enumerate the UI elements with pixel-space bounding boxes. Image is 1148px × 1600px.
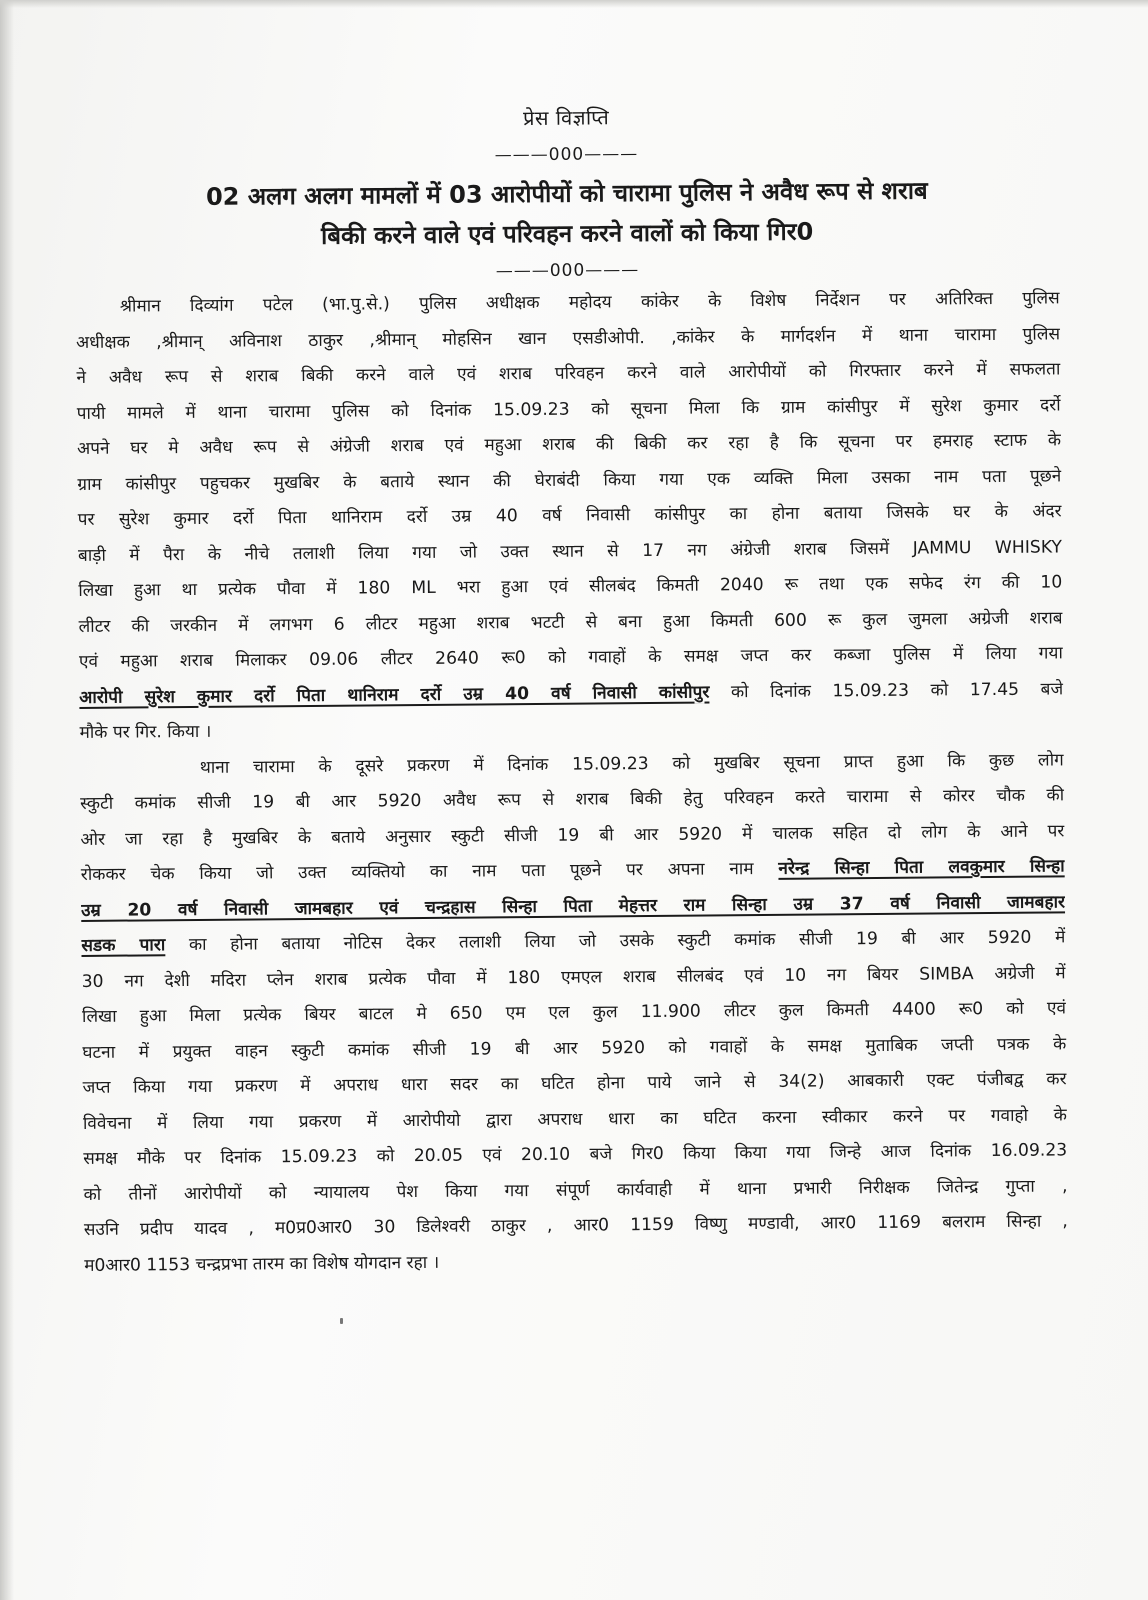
accused-name-case-2a: नरेन्द्र सिन्हा पिता लवकुमार सिन्हा <box>778 856 1065 879</box>
para1-last-line: मौके पर गिर. किया । <box>79 721 212 743</box>
para2-line: को तीनों आरोपीयों को न्यायालय पेश किया गया संपूर्ण कार्यवाही में थाना प्रभारी निरीक्षक जितेन्द्र गुप्ता , <box>83 1175 1068 1205</box>
para2-last-line: म0आर0 1153 चन्द्रप्रभा तारम का विशेष योगदान रहा । <box>84 1252 440 1276</box>
para2-line: विवेचना में लिया गया प्रकरण में आरोपीयो द्वारा अपराध धारा का घटित करना स्वीकार करने पर गवाहो के <box>82 1104 1067 1134</box>
separator-bottom: ———000——— <box>495 260 640 282</box>
para1-line: लीटर की जरकीन में लगभग 6 लीटर महुआ शराब भटटी से बना हुआ किमती 600 रू कुल जुमला अग्रेजी शराब <box>78 607 1063 637</box>
paragraph-case-2 <box>80 743 1069 1284</box>
headline <box>75 169 1060 258</box>
para2-line4-text: रोककर चेक किया जो उक्त व्यक्तियो का नाम पता पूछने पर अपना नाम <box>80 858 779 885</box>
para1-line: पर सुरेश कुमार दर्रो पिता थानिराम दर्रो उम्र 40 वर्ष निवासी कांसीपुर का होना बताया जिसके घर के अंदर <box>77 501 1062 530</box>
press-release-caption: प्रेस विज्ञप्ति <box>523 105 610 131</box>
para1-line: लिखा हुआ था प्रत्येक पौवा में 180 ML भरा हुआ एवं सीलबंद किमती 2040 रू तथा एक सफेद रंग की 10 <box>78 572 1063 601</box>
separator-top: ———000——— <box>494 144 639 166</box>
paragraph-case-1 <box>76 281 1064 751</box>
para2-line: लिखा हुआ मिला प्रत्येक बियर बाटल मे 650 एम एल कुल 11.900 लीटर कुल किमती 4400 रू0 को एवं <box>81 998 1067 1027</box>
press-release <box>74 91 1068 1284</box>
para2-line: घटना में प्रयुक्त वाहन स्कुटी कमांक सीजी 19 बी आर 5920 को गवाहों के समक्ष मुताबिक जप्ती पत्रक के <box>82 1033 1067 1063</box>
paper-speck <box>340 1318 343 1324</box>
para2-line6-text: का होना बताया नोटिस देकर तलाशी लिया जो उसके स्कुटी कमांक सीजी 19 बी आर 5920 में <box>165 927 1066 956</box>
accused-name-case-1: आरोपी सुरेश कुमार दर्रो पिता थानिराम दर्रो उम्र 40 वर्ष निवासी कांसीपुर <box>79 681 710 708</box>
headline-line-1: 02 अलग अलग मामलों में 03 आरोपीयों को चारामा पुलिस ने अवैध रूप से शराब <box>205 176 928 211</box>
para1-line: एवं महुआ शराब मिलाकर 09.06 लीटर 2640 रू0 को गवाहों के समक्ष जप्त कर कब्जा पुलिस में लिया गया <box>78 643 1063 672</box>
accused-name-case-2b: उम्र 20 वर्ष निवासी जामबहार एवं चन्द्रहास सिन्हा पिता मेहत्तर राम सिन्हा उम्र 37 वर्ष निवासी जामबहार <box>80 891 1066 921</box>
para1-line: अपने घर मे अवैध रूप से अंग्रेजी शराब एवं महुआ शराब की बिकी कर रहा है कि सूचना पर हमराह स्टाफ के <box>76 430 1062 459</box>
para2-line: जप्त किया गया प्रकरण में अपराध धारा सदर का घटित होना पाये जाने से 34(2) आबकारी एक्ट पंजीबद्व कर <box>82 1069 1067 1098</box>
headline-line-2: बिकी करने वाले एवं परिवहन करने वालों को किया गिर0 <box>320 217 814 250</box>
para2-line: स्कुटी कमांक सीजी 19 बी आर 5920 अवैध रूप से शराब बिकी हेतु परिवहन करते चारामा से कोरर चौक की <box>80 785 1065 814</box>
para2-line: ओर जा रहा है मुखबिर के बताये अनुसार स्कुटी सीजी 19 बी आर 5920 में चालक सहित दो लोग के आने पर <box>80 820 1065 850</box>
para1-line: अधीक्षक ,श्रीमान् अविनाश ठाकुर ,श्रीमान् मोहसिन खान एसडीओपी. ,कांकेर के मार्गदर्शन में थाना चारामा पुलिस <box>76 323 1061 353</box>
para1-line: बाड़ी में पैरा के नीचे तलाशी लिया गया जो उक्त स्थान से 17 नग अंग्रेजी शराब जिसमें JAMMU WHISKY <box>77 536 1063 566</box>
para2-line: सउनि प्रदीप यादव , म0प्र0आर0 30 डिलेश्वरी ठाकुर , आर0 1159 विष्णु मण्डावी, आर0 1169 बलराम सिन्हा , <box>83 1211 1068 1240</box>
para2-line: समक्ष मौके पर दिनांक 15.09.23 को 20.05 एवं 20.10 बजे गिर0 किया किया गया जिन्हे आज दिनांक 16.09.23 <box>83 1140 1068 1169</box>
page-top-shadow <box>0 0 1148 8</box>
para2-line: 30 नग देशी मदिरा प्लेन शराब प्रत्येक पौवा में 180 एमएल शराब सीलबंद एवं 10 नग बियर SIMBA अग्रेजी में <box>81 962 1066 992</box>
para2-line: थाना चारामा के दूसरे प्रकरण में दिनांक 15.09.23 को मुखबिर सूचना प्राप्त हुआ कि कुछ लोग <box>199 749 1064 778</box>
para1-line: पायी मामले में थाना चारामा पुलिस को दिनांक 15.09.23 को सूचना मिला कि ग्राम कांसीपुर में सुरेश कुमार दर्रो <box>76 394 1061 424</box>
para1-line: श्रीमान दिव्यांग पटेल (भा.पु.से.) पुलिस अधीक्षक महोदय कांकेर के विशेष निर्देशन पर अतिरिक्त पुलिस <box>119 288 1060 317</box>
para1-line: ने अवैध रूप से शराब बिकी करने वाले एवं शराब परिवहन करने वाले आरोपीयों को गिरफ्तार करने में सफलता <box>76 359 1061 388</box>
page-edge-shadow <box>0 0 14 1600</box>
para1-line: ग्राम कांसीपुर पहुचकर मुखबिर के बताये स्थान की घेराबंदी किया गया एक व्यक्ति मिला उसका नाम पता पूछने <box>77 465 1062 495</box>
accused-address-case-2: सडक पारा <box>81 935 166 956</box>
para1-after-name: को दिनांक 15.09.23 को 17.45 बजे <box>709 678 1064 702</box>
